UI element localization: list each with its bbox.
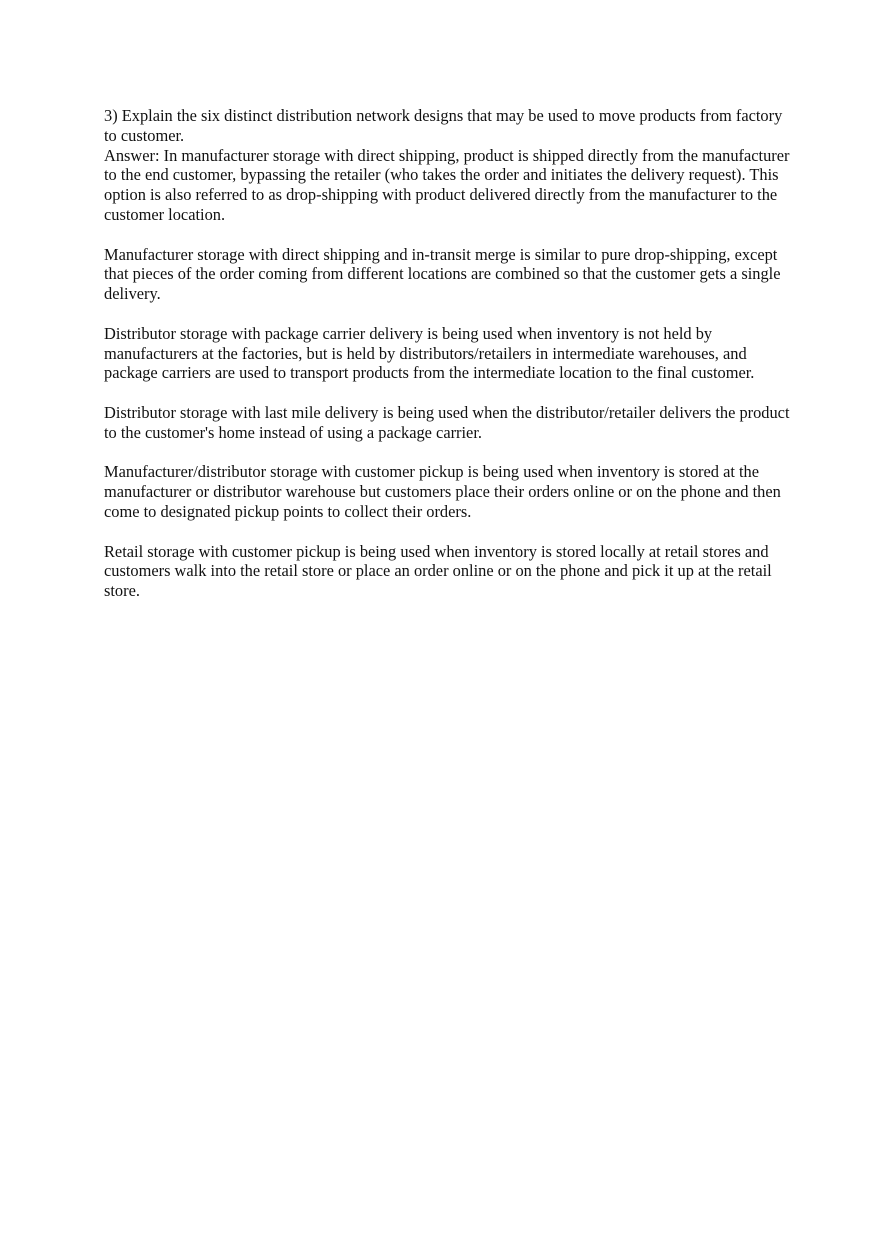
- document-body: [104, 106, 794, 621]
- paragraph-package-carrier: Distributor storage with package carrier delivery is being used when inventory is not held by manufacturers at the factories, but is held by distributors/retailers in intermediate warehouses, and package carriers are used to transport products from the intermediate location to the final customer.: [104, 323, 755, 383]
- paragraph-last-mile: Distributor storage with last mile delivery is being used when the distributor/retailer delivers the product to the customer's home instead of using a package carrier.: [104, 402, 790, 442]
- paragraph-in-transit-merge: Manufacturer storage with direct shipping and in-transit merge is similar to pure drop-shipping, except that pieces of the order coming from different locations are combined so that the customer gets a single delivery.: [104, 244, 781, 304]
- paragraph-customer-pickup: Manufacturer/distributor storage with customer pickup is being used when inventory is stored at the manufacturer or distributor warehouse but customers place their orders online or on the phone and then come to designated pickup points to collect their orders.: [104, 462, 781, 521]
- answer-intro: Answer: In manufacturer storage with direct shipping, product is shipped directly from the manufacturer to the end customer, bypassing the retailer (who takes the order and initiates the delivery request). This option is also referred to as drop-shipping with product delivered directly from the manufacturer to the customer location.: [104, 145, 790, 224]
- paragraph-retail-storage: Retail storage with customer pickup is being used when inventory is stored locally at retail stores and customers walk into the retail store or place an order online or on the phone and pick it up at the retail store.: [104, 541, 772, 601]
- question-text: 3) Explain the six distinct distribution network designs that may be used to move products from factory to customer.: [104, 106, 783, 145]
